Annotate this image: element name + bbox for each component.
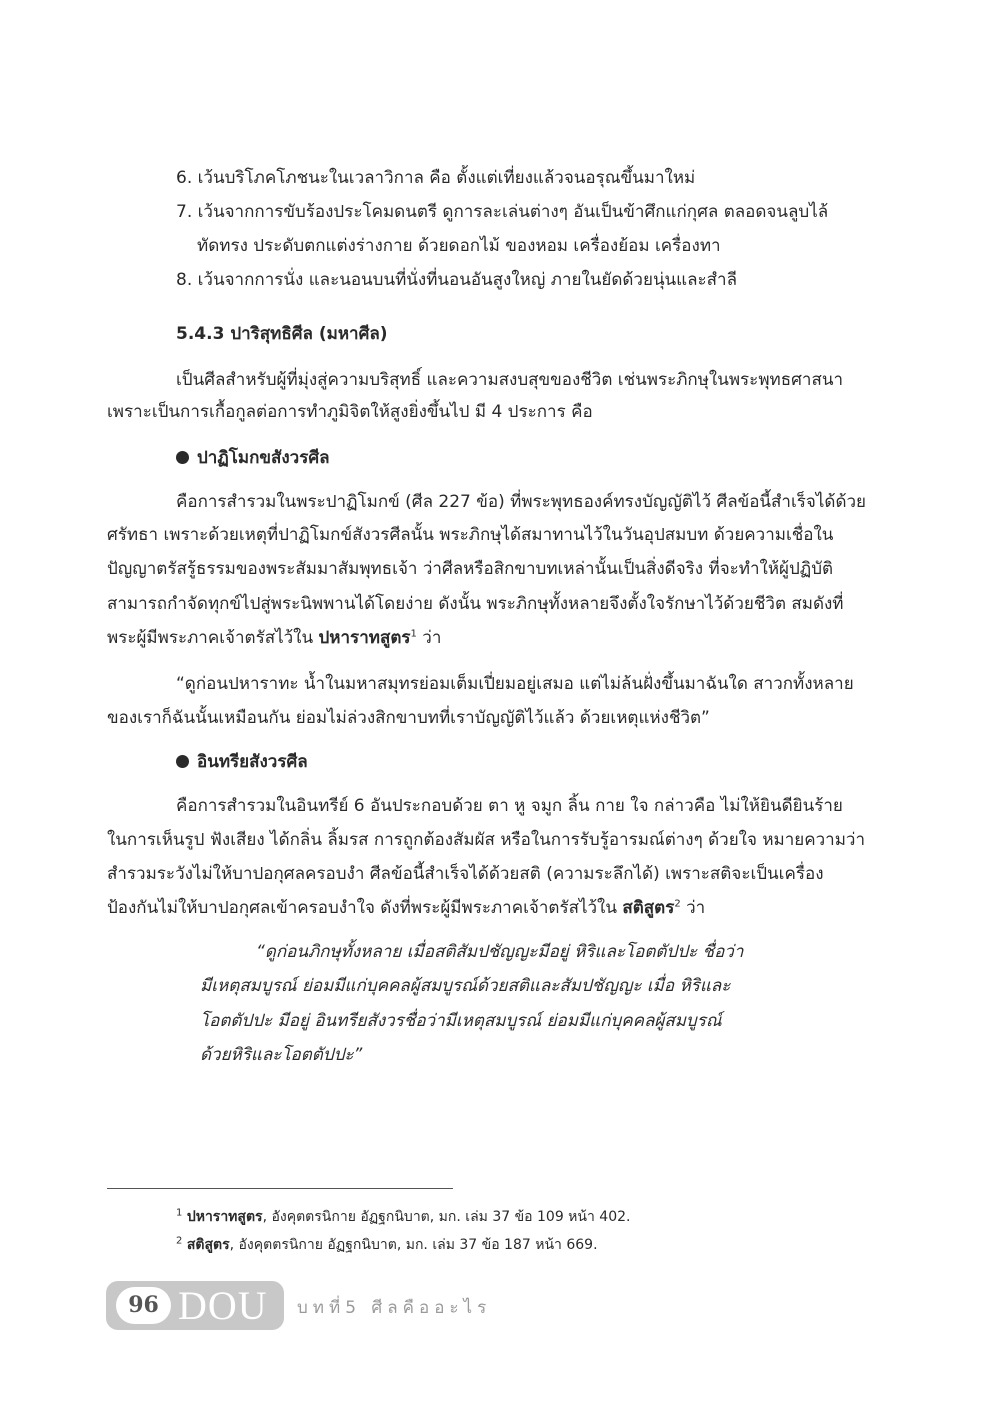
sub1-para-line-1: คือการสำรวมในพระปาฏิโมกข์ (ศีล 227 ข้อ) ที่พระพุทธองค์ทรงบัญญัติไว้ ศีลข้อนี้สำเร็จได้ด้วย — [176, 492, 867, 512]
footnote-1 — [176, 1206, 630, 1228]
list-item-6: 6. เว้นบริโภคโภชนะในเวลาวิกาล คือ ตั้งแต่เที่ยงแล้วจนอรุณขึ้นมาใหม่ — [176, 168, 696, 188]
page-number: 96 — [116, 1287, 171, 1324]
bullet-heading-patimokkha — [176, 446, 330, 470]
sub1-para-line-5 — [107, 626, 441, 650]
bullet-icon — [176, 451, 189, 464]
footnote-number: 1 — [176, 1207, 183, 1219]
sub1-para-line-3: ปัญญาตรัสรู้ธรรมของพระสัมมาสัมพุทธเจ้า ว่าศีลหรือสิกขาบทเหล่านั้นเป็นสิ่งดีจริง ที่จะทำให้ผู้ปฏิบัติ — [107, 559, 834, 579]
sub1-para-line-4: สามารถกำจัดทุกข์ไปสู่พระนิพพานได้โดยง่าย ดังนั้น พระภิกษุทั้งหลายจึงตั้งใจรักษาไว้ด้วยชีวิต สมดังที่ — [107, 594, 844, 614]
list-item-7 — [176, 200, 884, 224]
footnote-ref: 2 — [674, 898, 681, 910]
section-heading: 5.4.3 ปาริสุทธิศีล (มหาศีล) — [176, 324, 388, 344]
dou-logo: DOU — [178, 1283, 268, 1328]
bullet-heading-indriya — [176, 750, 308, 774]
sub2-quote-line-4: ด้วยหิริและโอตตัปปะ” — [200, 1045, 363, 1065]
sub2-para-line-2: ในการเห็นรูป ฟังเสียง ได้กลิ่น ลิ้มรส การถูกต้องสัมผัส หรือในการรับรู้อารมณ์ต่างๆ ด้วยใจ หมายความว่า — [107, 830, 866, 850]
sub2-text: ป้องกันไม่ให้บาปอกุศลเข้าครอบงำใจ ดังที่พระผู้มีพระภาคเจ้าตรัสไว้ใน — [107, 898, 623, 918]
footnote-text: , อังคุตตรนิกาย อัฏฐกนิบาต, มก. เล่ม 37 ข้อ 109 หน้า 402. — [262, 1209, 631, 1225]
footnote-ref: 1 — [410, 628, 417, 640]
intro-line-1: เป็นศีลสำหรับผู้ที่มุ่งสู่ความบริสุทธิ์ และความสงบสุขของชีวิต เช่นพระภิกษุในพระพุทธศาสนา — [176, 370, 843, 390]
bullet-icon — [176, 755, 189, 768]
chapter-title: บทที่5 ศีลคืออะไร — [297, 1298, 492, 1318]
intro-line-2: เพราะเป็นการเกื้อกูลต่อการทำภูมิจิตให้สูงยิ่งขึ้นไป มี 4 ประการ คือ — [107, 402, 593, 422]
sub2-para-line-4 — [107, 896, 705, 920]
list-item-7-continuation: ทัดทรง ประดับตกแต่งร่างกาย ด้วยดอกไม้ ของหอม เครื่องย้อม เครื่องทา — [197, 236, 721, 256]
footnote-number: 2 — [176, 1235, 183, 1247]
footnote-title: ปหาราทสูตร — [186, 1209, 263, 1225]
sub1-para-line-2: ศรัทธา เพราะด้วยเหตุที่ปาฏิโมกข์สังวรศีลนั้น พระภิกษุได้สมาทานไว้ในวันอุปสมบท ด้วยความเชื่อใน — [107, 525, 834, 545]
bullet-heading-text: อินทรียสังวรศีล — [197, 752, 308, 772]
sub2-text-end: ว่า — [680, 898, 706, 918]
sub2-quote-line-1: “ดูก่อนภิกษุทั้งหลาย เมื่อสติสัมปชัญญะมีอยู่ หิริและโอตตัปปะ ชื่อว่า — [256, 942, 744, 962]
sutta-name: ปหาราทสูตร — [318, 628, 411, 648]
sub2-para-line-1: คือการสำรวมในอินทรีย์ 6 อันประกอบด้วย ตา หู จมูก ลิ้น กาย ใจ กล่าวคือ ไม่ให้ยินดียินร้าย — [176, 796, 843, 816]
footnote-title: สติสูตร — [186, 1237, 230, 1253]
sub1-text: พระผู้มีพระภาคเจ้าตรัสไว้ใน — [107, 628, 319, 648]
bullet-heading-text: ปาฏิโมกขสังวรศีล — [197, 448, 330, 468]
footnote-text: , อังคุตตรนิกาย อัฏฐกนิบาต, มก. เล่ม 37 ข้อ 187 หน้า 669. — [229, 1237, 598, 1253]
footnote-2 — [176, 1234, 598, 1256]
sub2-para-line-3: สำรวมระวังไม่ให้บาปอกุศลครอบงำ ศีลข้อนี้สำเร็จได้ด้วยสติ (ความระลึกได้) เพราะสติจะเป็นเครื่อง — [107, 864, 824, 884]
sub1-text-end: ว่า — [416, 628, 442, 648]
sub1-quote-line-1: “ดูก่อนปหาราทะ น้ำในมหาสมุทรย่อมเต็มเปี่ยมอยู่เสมอ แต่ไม่ล้นฝั่งขึ้นมาฉันใด สาวกทั้งหลาย — [176, 674, 854, 694]
sub1-quote-line-2: ของเราก็ฉันนั้นเหมือนกัน ย่อมไม่ล่วงสิกขาบทที่เราบัญญัติไว้แล้ว ด้วยเหตุแห่งชีวิต” — [107, 708, 710, 728]
list-item-7-text: 7. เว้นจากการขับร้องประโคมดนตรี ดูการละเล่นต่างๆ อันเป็นข้าศึกแก่กุศล ตลอดจนลูบไล้ — [176, 202, 829, 222]
list-item-8: 8. เว้นจากการนั่ง และนอนบนที่นั่งที่นอนอันสูงใหญ่ ภายในยัดด้วยนุ่นและสำลี — [176, 270, 738, 290]
footer-badge — [106, 1281, 284, 1330]
footnote-divider — [107, 1188, 453, 1189]
sub2-quote-line-3: โอตตัปปะ มีอยู่ อินทรียสังวรชื่อว่ามีเหตุสมบูรณ์ ย่อมมีแก่บุคคลผู้สมบูรณ์ — [200, 1011, 722, 1031]
sutta-name: สติสูตร — [622, 898, 675, 918]
sub2-quote-line-2: มีเหตุสมบูรณ์ ย่อมมีแก่บุคคลผู้สมบูรณ์ด้วยสติและสัมปชัญญะ เมื่อ หิริและ — [200, 976, 731, 996]
